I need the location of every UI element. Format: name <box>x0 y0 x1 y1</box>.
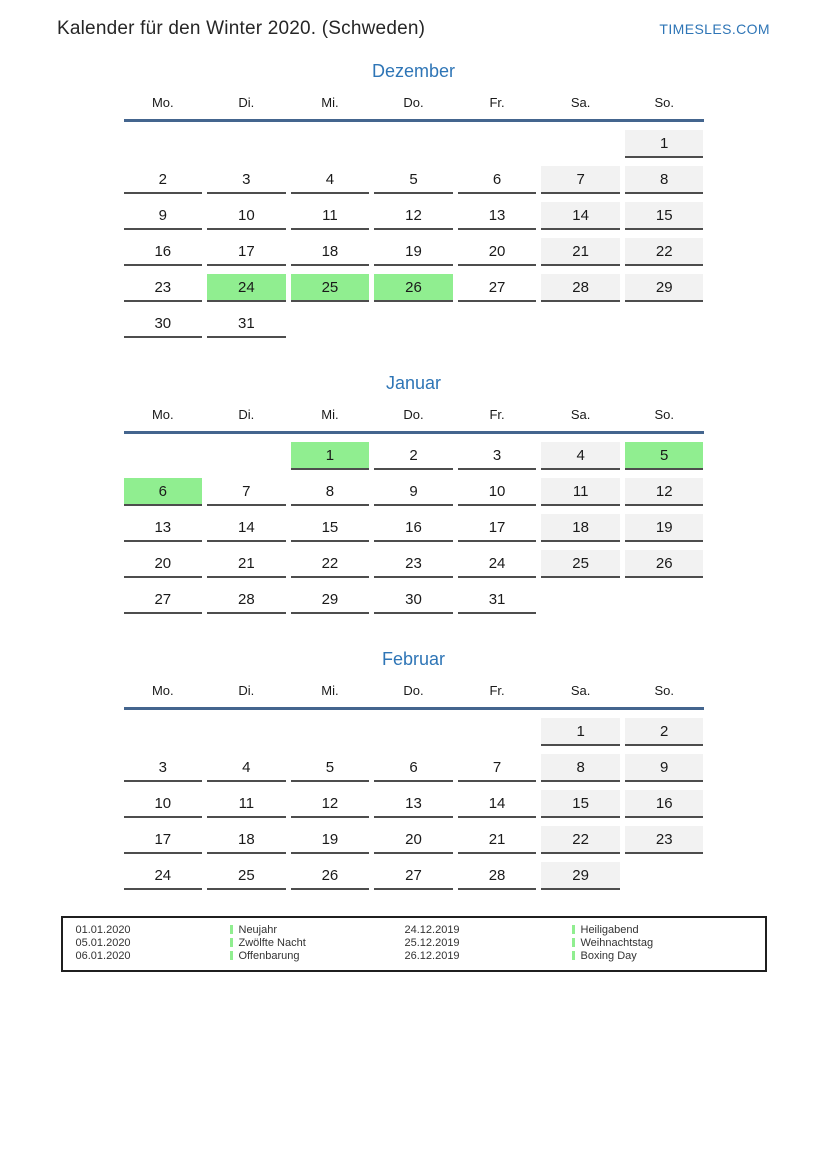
day-cell: 8 <box>625 166 704 194</box>
empty-cell <box>541 586 620 614</box>
empty-cell <box>291 718 370 746</box>
empty-cell <box>625 862 704 890</box>
weekday-label: So. <box>654 683 674 698</box>
legend-holiday-label: Offenbarung <box>238 950 300 962</box>
day-cell: 29 <box>541 862 620 890</box>
day-cell: 10 <box>458 478 537 506</box>
empty-cell <box>541 310 620 338</box>
weekday-label: Do. <box>403 95 424 110</box>
day-cell: 1 <box>625 130 704 158</box>
empty-cell <box>374 130 453 158</box>
day-cell: 3 <box>124 754 203 782</box>
day-cell: 29 <box>291 586 370 614</box>
month-grid <box>124 122 704 346</box>
weekday-header-row <box>124 683 704 710</box>
weekday-label: Sa. <box>570 407 591 422</box>
day-cell: 30 <box>374 586 453 614</box>
day-cell: 27 <box>458 274 537 302</box>
day-cell: 22 <box>541 826 620 854</box>
day-cell: 4 <box>291 166 370 194</box>
day-cell: 15 <box>625 202 704 230</box>
day-cell: 9 <box>374 478 453 506</box>
day-cell: 16 <box>625 790 704 818</box>
legend-holiday-entry <box>572 924 765 937</box>
day-cell: 25 <box>291 274 370 302</box>
day-cell: 20 <box>374 826 453 854</box>
day-cell: 13 <box>374 790 453 818</box>
empty-cell <box>207 442 286 470</box>
day-cell: 19 <box>291 826 370 854</box>
day-cell: 2 <box>124 166 203 194</box>
day-cell: 23 <box>625 826 704 854</box>
legend-holiday-entry <box>230 950 392 963</box>
month-title: Dezember <box>371 61 456 81</box>
day-cell: 15 <box>541 790 620 818</box>
day-cell: 20 <box>124 550 203 578</box>
weekday-label: Fr. <box>489 95 505 110</box>
holiday-marker-icon <box>230 925 233 934</box>
empty-cell <box>625 586 704 614</box>
empty-cell <box>625 310 704 338</box>
legend-holiday-entry <box>572 937 765 950</box>
day-cell: 21 <box>541 238 620 266</box>
legend-date: 01.01.2020 <box>75 924 131 936</box>
month-title: Januar <box>385 373 442 393</box>
empty-cell <box>458 310 537 338</box>
day-cell: 12 <box>291 790 370 818</box>
day-cell: 7 <box>207 478 286 506</box>
legend-holiday-entry <box>230 937 392 950</box>
legend-holiday-label: Neujahr <box>238 924 278 936</box>
holiday-marker-icon <box>572 938 575 947</box>
day-cell: 31 <box>207 310 286 338</box>
day-cell: 10 <box>124 790 203 818</box>
month-title: Februar <box>381 649 446 669</box>
legend-holiday-entry <box>230 924 392 937</box>
day-cell: 9 <box>124 202 203 230</box>
day-cell: 28 <box>458 862 537 890</box>
day-cell: 26 <box>374 274 453 302</box>
day-cell: 25 <box>541 550 620 578</box>
legend-names-column <box>230 924 392 963</box>
weekday-label: Do. <box>403 683 424 698</box>
day-cell: 23 <box>374 550 453 578</box>
day-cell: 22 <box>291 550 370 578</box>
legend-holiday-label: Weihnachtstag <box>580 937 654 949</box>
page-title: Kalender für den Winter 2020. (Schweden) <box>57 18 426 39</box>
day-cell: 17 <box>124 826 203 854</box>
day-cell: 31 <box>458 586 537 614</box>
weekday-label: Di. <box>238 407 255 422</box>
weekday-label: Sa. <box>570 683 591 698</box>
weekday-label: Mi. <box>321 407 339 422</box>
day-cell: 14 <box>541 202 620 230</box>
weekday-label: So. <box>654 95 674 110</box>
legend-dates-column <box>63 924 230 963</box>
day-cell: 18 <box>291 238 370 266</box>
weekday-label: So. <box>654 407 674 422</box>
header <box>0 0 827 40</box>
weekday-header-row <box>124 407 704 434</box>
day-cell: 7 <box>458 754 537 782</box>
day-cell: 9 <box>625 754 704 782</box>
month-grid <box>124 710 704 898</box>
day-cell: 1 <box>541 718 620 746</box>
legend-holiday-label: Zwölfte Nacht <box>238 937 306 949</box>
month-section-februar <box>124 649 704 898</box>
empty-cell <box>207 130 286 158</box>
day-cell: 24 <box>207 274 286 302</box>
day-cell: 16 <box>374 514 453 542</box>
holiday-legend <box>61 916 767 972</box>
weekday-label: Mo. <box>151 95 174 110</box>
holiday-marker-icon <box>572 925 575 934</box>
legend-holiday-label: Boxing Day <box>580 950 637 962</box>
day-cell: 15 <box>291 514 370 542</box>
holiday-marker-icon <box>572 951 575 960</box>
day-cell: 5 <box>374 166 453 194</box>
day-cell: 25 <box>207 862 286 890</box>
day-cell: 3 <box>207 166 286 194</box>
months <box>124 61 704 898</box>
day-cell: 10 <box>207 202 286 230</box>
legend-date: 26.12.2019 <box>404 950 460 962</box>
day-cell: 27 <box>124 586 203 614</box>
weekday-label: Fr. <box>489 683 505 698</box>
day-cell: 18 <box>541 514 620 542</box>
weekday-label: Mo. <box>151 683 174 698</box>
weekday-label: Sa. <box>570 95 591 110</box>
day-cell: 8 <box>291 478 370 506</box>
day-cell: 20 <box>458 238 537 266</box>
weekday-header-row <box>124 95 704 122</box>
day-cell: 8 <box>541 754 620 782</box>
empty-cell <box>291 130 370 158</box>
day-cell: 14 <box>207 514 286 542</box>
day-cell: 7 <box>541 166 620 194</box>
empty-cell <box>541 130 620 158</box>
legend-holiday-entry <box>572 950 765 963</box>
day-cell: 22 <box>625 238 704 266</box>
day-cell: 11 <box>207 790 286 818</box>
day-cell: 21 <box>207 550 286 578</box>
weekday-label: Do. <box>403 407 424 422</box>
empty-cell <box>291 310 370 338</box>
empty-cell <box>458 718 537 746</box>
weekday-label: Mi. <box>321 95 339 110</box>
day-cell: 11 <box>291 202 370 230</box>
empty-cell <box>374 718 453 746</box>
legend-date: 06.01.2020 <box>75 950 131 962</box>
day-cell: 4 <box>207 754 286 782</box>
month-grid <box>124 434 704 622</box>
day-cell: 1 <box>291 442 370 470</box>
brand-link[interactable]: TIMESLES.COM <box>659 21 770 37</box>
empty-cell <box>207 718 286 746</box>
day-cell: 21 <box>458 826 537 854</box>
empty-cell <box>124 442 203 470</box>
holiday-marker-icon <box>230 951 233 960</box>
empty-cell <box>124 130 203 158</box>
day-cell: 3 <box>458 442 537 470</box>
legend-date: 05.01.2020 <box>75 937 131 949</box>
legend-holiday-label: Heiligabend <box>580 924 639 936</box>
day-cell: 4 <box>541 442 620 470</box>
legend-date: 25.12.2019 <box>404 937 460 949</box>
legend-dates-column <box>392 924 572 963</box>
day-cell: 2 <box>625 718 704 746</box>
day-cell: 6 <box>458 166 537 194</box>
holiday-marker-icon <box>230 938 233 947</box>
day-cell: 24 <box>458 550 537 578</box>
day-cell: 18 <box>207 826 286 854</box>
day-cell: 27 <box>374 862 453 890</box>
day-cell: 11 <box>541 478 620 506</box>
legend-date: 24.12.2019 <box>404 924 460 936</box>
empty-cell <box>374 310 453 338</box>
weekday-label: Di. <box>238 95 255 110</box>
day-cell: 19 <box>625 514 704 542</box>
day-cell: 28 <box>541 274 620 302</box>
day-cell: 28 <box>207 586 286 614</box>
empty-cell <box>458 130 537 158</box>
weekday-label: Mo. <box>151 407 174 422</box>
day-cell: 26 <box>291 862 370 890</box>
day-cell: 16 <box>124 238 203 266</box>
day-cell: 12 <box>374 202 453 230</box>
day-cell: 13 <box>458 202 537 230</box>
day-cell: 26 <box>625 550 704 578</box>
day-cell: 2 <box>374 442 453 470</box>
day-cell: 17 <box>458 514 537 542</box>
day-cell: 19 <box>374 238 453 266</box>
day-cell: 13 <box>124 514 203 542</box>
legend-names-column <box>572 924 765 963</box>
day-cell: 5 <box>625 442 704 470</box>
day-cell: 12 <box>625 478 704 506</box>
day-cell: 6 <box>124 478 203 506</box>
day-cell: 14 <box>458 790 537 818</box>
day-cell: 29 <box>625 274 704 302</box>
weekday-label: Mi. <box>321 683 339 698</box>
empty-cell <box>124 718 203 746</box>
day-cell: 30 <box>124 310 203 338</box>
day-cell: 5 <box>291 754 370 782</box>
day-cell: 17 <box>207 238 286 266</box>
day-cell: 23 <box>124 274 203 302</box>
day-cell: 24 <box>124 862 203 890</box>
day-cell: 6 <box>374 754 453 782</box>
weekday-label: Fr. <box>489 407 505 422</box>
month-section-januar <box>124 373 704 622</box>
month-section-dezember <box>124 61 704 346</box>
weekday-label: Di. <box>238 683 255 698</box>
